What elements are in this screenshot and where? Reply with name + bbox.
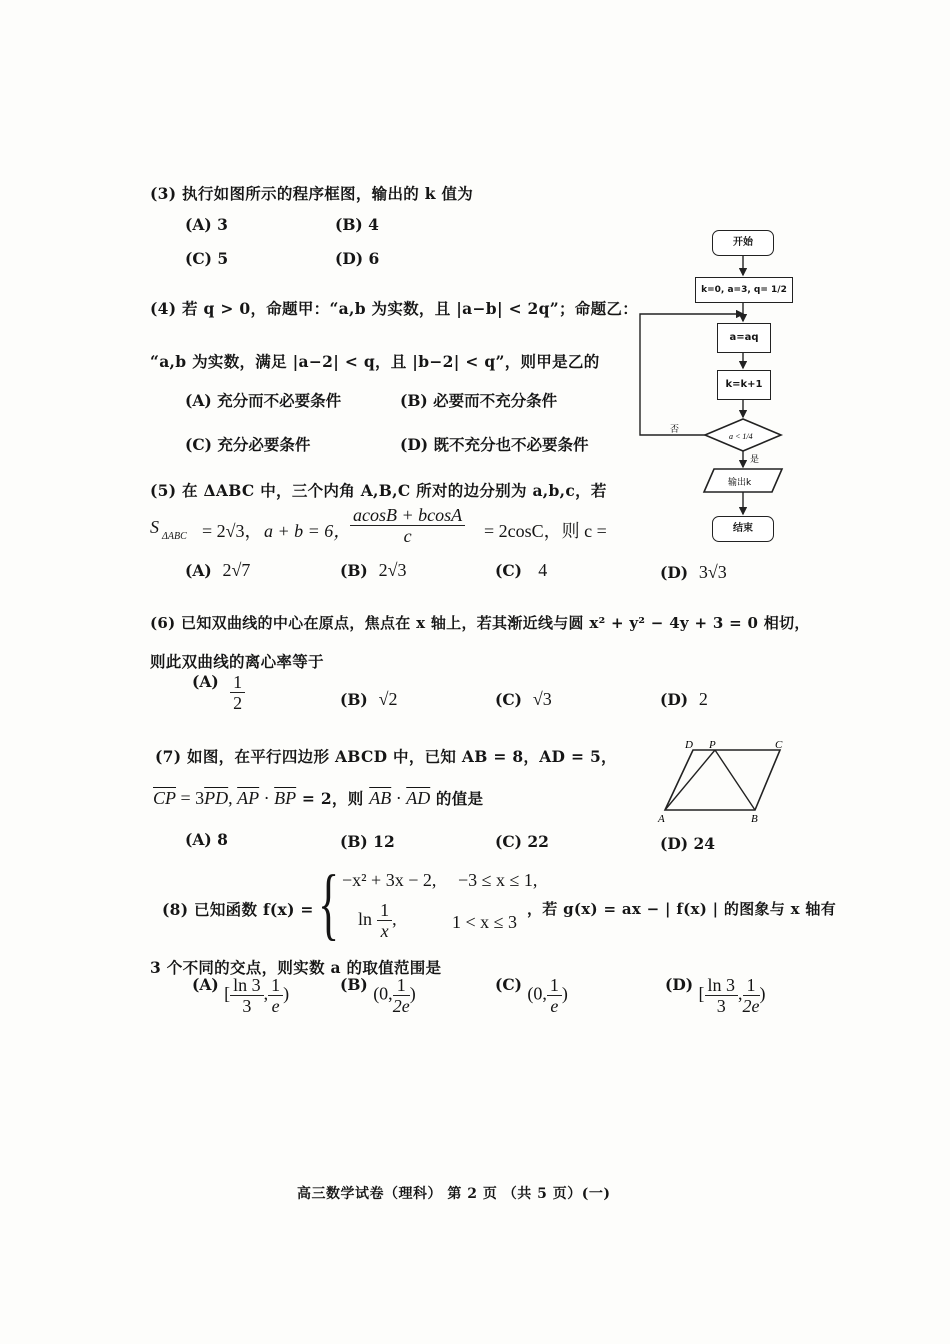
q8-option-c-label: (C)	[495, 974, 523, 994]
q8-option-a-frac1-num: ln 3	[230, 975, 264, 996]
label-d: D	[685, 739, 693, 751]
q8-case1-expr: −x² + 3x − 2,	[342, 870, 437, 890]
q8-option-b-frac	[393, 975, 410, 1016]
q7-option-a: (A) 8	[185, 830, 228, 849]
q8-case2-numerator: 1	[377, 900, 392, 921]
q7-vector-ap: $\overline{AP}$	[237, 788, 260, 808]
q7-vector-ad: $\overline{AD}$	[406, 788, 431, 808]
q8-option-d-sep: ,	[738, 983, 743, 1004]
q8-option-d-frac2-num: 1	[743, 975, 760, 996]
q8-option-c-frac	[547, 975, 562, 1016]
q8-option-a	[192, 975, 289, 1016]
q4-option-a: (A) 充分而不必要条件	[185, 391, 342, 410]
parallelogram-outline	[665, 750, 780, 810]
q5-option-d-value: 3√3	[698, 562, 727, 582]
q8-case2-fraction	[377, 900, 392, 941]
q7-vector-ab: $\overline{AB}$	[369, 788, 392, 808]
flowchart-increment: k=k+1	[717, 370, 771, 400]
branch-no-label: 否	[670, 425, 680, 435]
q3-option-a: (A) 3	[185, 215, 228, 234]
q5-area-symbol: S	[150, 517, 159, 537]
q4-option-b: (B) 必要而不充分条件	[400, 391, 558, 410]
q6-option-a-label: (A)	[192, 671, 219, 691]
q8-option-c-open: (0,	[527, 983, 547, 1004]
branch-yes-label: 是	[750, 455, 760, 465]
q5-option-c-value: 4	[538, 560, 548, 580]
q6-option-b	[340, 689, 397, 710]
q8-option-d	[665, 975, 766, 1016]
flowchart-end: 结束	[712, 516, 774, 542]
q5-option-a-label: (A)	[185, 561, 212, 580]
q7-line1: (7) 如图，在平行四边形 ABCD 中，已知 AB = 8，AD = 5，	[155, 747, 617, 766]
q3-option-c: (C) 5	[185, 249, 229, 268]
q6-option-a-numerator: 1	[230, 672, 245, 693]
q8-option-b	[340, 975, 416, 1016]
q4-option-c: (C) 充分必要条件	[185, 435, 311, 454]
q3-option-b: (B) 4	[335, 215, 379, 234]
q8-option-a-frac2	[268, 975, 283, 1016]
q8-option-a-frac2-den: e	[271, 996, 280, 1016]
q6-option-c-value: √3	[532, 689, 552, 709]
q7-tail: 的值是	[430, 789, 484, 808]
q6-option-a	[192, 672, 245, 713]
q5-option-a-value: 2√7	[222, 560, 251, 580]
q7-vector-cp: $\overline{CP}$	[153, 788, 177, 808]
q8-option-d-open: [	[698, 983, 705, 1004]
q8-case2-comma: ,	[392, 909, 397, 929]
q8-option-b-num: 1	[393, 975, 410, 996]
q8-option-d-frac2-den: 2e	[742, 996, 760, 1016]
q8-tail: ，若 g(x) = ax − | f(x) | 的图象与 x 轴有	[527, 900, 836, 918]
q8-option-a-frac1	[230, 975, 264, 1016]
q8-option-b-label: (B)	[340, 974, 368, 994]
q5-fraction	[350, 505, 465, 546]
q8-option-a-close: )	[283, 983, 290, 1004]
q5-option-d-label: (D)	[660, 563, 689, 582]
q8-option-a-open: [	[224, 983, 231, 1004]
q5-option-b-value: 2√3	[378, 560, 407, 580]
q5-option-b-label: (B)	[340, 561, 368, 580]
q3-option-d: (D) 6	[335, 249, 380, 268]
q8-option-d-frac2	[743, 975, 760, 1016]
output-label: 输出k	[728, 478, 752, 488]
q7-eq-3: = 3	[176, 788, 205, 808]
q5-option-a	[185, 560, 250, 581]
q6-option-b-label: (B)	[340, 690, 368, 709]
q5-option-c-label: (C)	[495, 561, 523, 580]
q8-case1-cond: −3 ≤ x ≤ 1,	[458, 870, 538, 890]
q7-dot-2: ·	[391, 788, 407, 808]
q8-lead: (8) 已知函数 f(x) =	[162, 900, 314, 919]
q8-option-d-close: )	[759, 983, 766, 1004]
segment-ap	[665, 750, 715, 810]
label-p: P	[709, 739, 716, 751]
q8-option-c	[495, 975, 568, 1016]
q5-option-c	[495, 560, 547, 581]
q5-line1: (5) 在 ΔABC 中，三个内角 A,B,C 所对的边分别为 a,b,c，若	[150, 481, 607, 500]
flowchart	[630, 222, 810, 552]
q7-eq-2: = 2，则	[296, 789, 370, 808]
q8-option-a-frac2-num: 1	[268, 975, 283, 996]
label-b: B	[751, 813, 758, 824]
q6-option-a-fraction	[230, 672, 245, 713]
q7-vector-bp: $\overline{BP}$	[274, 788, 297, 808]
q5-sum: a + b = 6，	[264, 521, 352, 541]
q7-option-d: (D) 24	[660, 834, 716, 853]
q6-line1: (6) 已知双曲线的中心在原点，焦点在 x 轴上，若其渐近线与圆 x² + y² − 4y + 3 = 0 相切，	[150, 614, 810, 632]
q5-option-b	[340, 560, 406, 581]
flowchart-assign: a=aq	[717, 323, 771, 353]
q8-option-b-den: 2e	[392, 996, 410, 1016]
q8-option-a-sep: ,	[263, 983, 269, 1004]
label-a: A	[658, 813, 665, 824]
q6-option-a-denominator: 2	[233, 693, 243, 713]
q7-parallelogram-figure	[655, 738, 800, 824]
q8-option-a-label: (A)	[192, 974, 219, 994]
q4-line1: (4) 若 q > 0，命题甲：“a,b 为实数，且 |a−b| < 2q”；命题乙：	[150, 299, 638, 318]
q8-option-c-close: )	[561, 983, 568, 1004]
q3-stem: (3) 执行如图所示的程序框图，输出的 k 值为	[150, 184, 474, 203]
q7-option-b: (B) 12	[340, 832, 395, 851]
flowchart-init: k=0, a=3, q= 1/2	[695, 277, 793, 303]
q7-vector-pd: $\overline{PD}$	[204, 788, 229, 808]
q6-option-d-label: (D)	[660, 690, 689, 709]
q8-option-a-frac1-den: 3	[242, 996, 252, 1016]
q5-option-d	[660, 562, 727, 583]
page-footer: 高三数学试卷（理科） 第 2 页 （共 5 页）(一)	[297, 1186, 611, 1202]
q8-case2-cond: 1 < x ≤ 3	[452, 912, 518, 932]
q6-option-d-value: 2	[698, 689, 708, 709]
q8-case2-denominator: x	[380, 921, 389, 941]
q6-option-b-value: √2	[378, 689, 398, 709]
q5-fraction-denominator: c	[403, 526, 412, 546]
q7-line2: $\overline{CP} = 3\overline{PD}$, $\overline{AP} \cdot \overline{BP} = 2$，则 $\overline{AB} \cdot \overline{AD}$ 的值是	[153, 788, 484, 808]
q8-option-d-frac1-den: 3	[716, 996, 726, 1016]
q5-area-subscript: ΔABC	[162, 531, 187, 542]
q8-option-b-close: )	[409, 983, 416, 1004]
q6-option-d	[660, 689, 708, 710]
decision-label: a < 1/4	[729, 432, 753, 441]
q6-option-c	[495, 689, 552, 710]
q8-option-d-label: (D)	[665, 974, 694, 994]
q7-option-c: (C) 22	[495, 832, 549, 851]
q8-case2	[358, 900, 397, 941]
q5-area-value: = 2√3，	[202, 521, 263, 541]
flowchart-start: 开始	[712, 230, 774, 256]
segment-bp	[715, 750, 755, 810]
q7-dot-1: ·	[259, 788, 275, 808]
q5-fraction-numerator: acosB + bcosA	[350, 505, 465, 526]
q6-option-c-label: (C)	[495, 690, 523, 709]
q8-option-c-num: 1	[547, 975, 562, 996]
q4-line2: “a,b 为实数，满足 |a−2| < q，且 |b−2| < q”，则甲是乙的	[150, 352, 600, 371]
q5-tail: = 2cosC，则 c =	[484, 521, 607, 541]
q8-option-d-frac1-num: ln 3	[705, 975, 739, 996]
q8-option-d-frac1	[705, 975, 739, 1016]
q8-line2: 3 个不同的交点，则实数 a 的取值范围是	[150, 958, 442, 977]
q6-line2: 则此双曲线的离心率等于	[150, 652, 324, 671]
q8-option-c-den: e	[550, 996, 559, 1016]
q8-case2-ln: ln	[358, 909, 373, 929]
label-c: C	[775, 739, 783, 751]
q8-option-b-open: (0,	[373, 983, 393, 1004]
q8-brace: {	[318, 860, 340, 948]
q4-option-d: (D) 既不充分也不必要条件	[400, 435, 589, 454]
